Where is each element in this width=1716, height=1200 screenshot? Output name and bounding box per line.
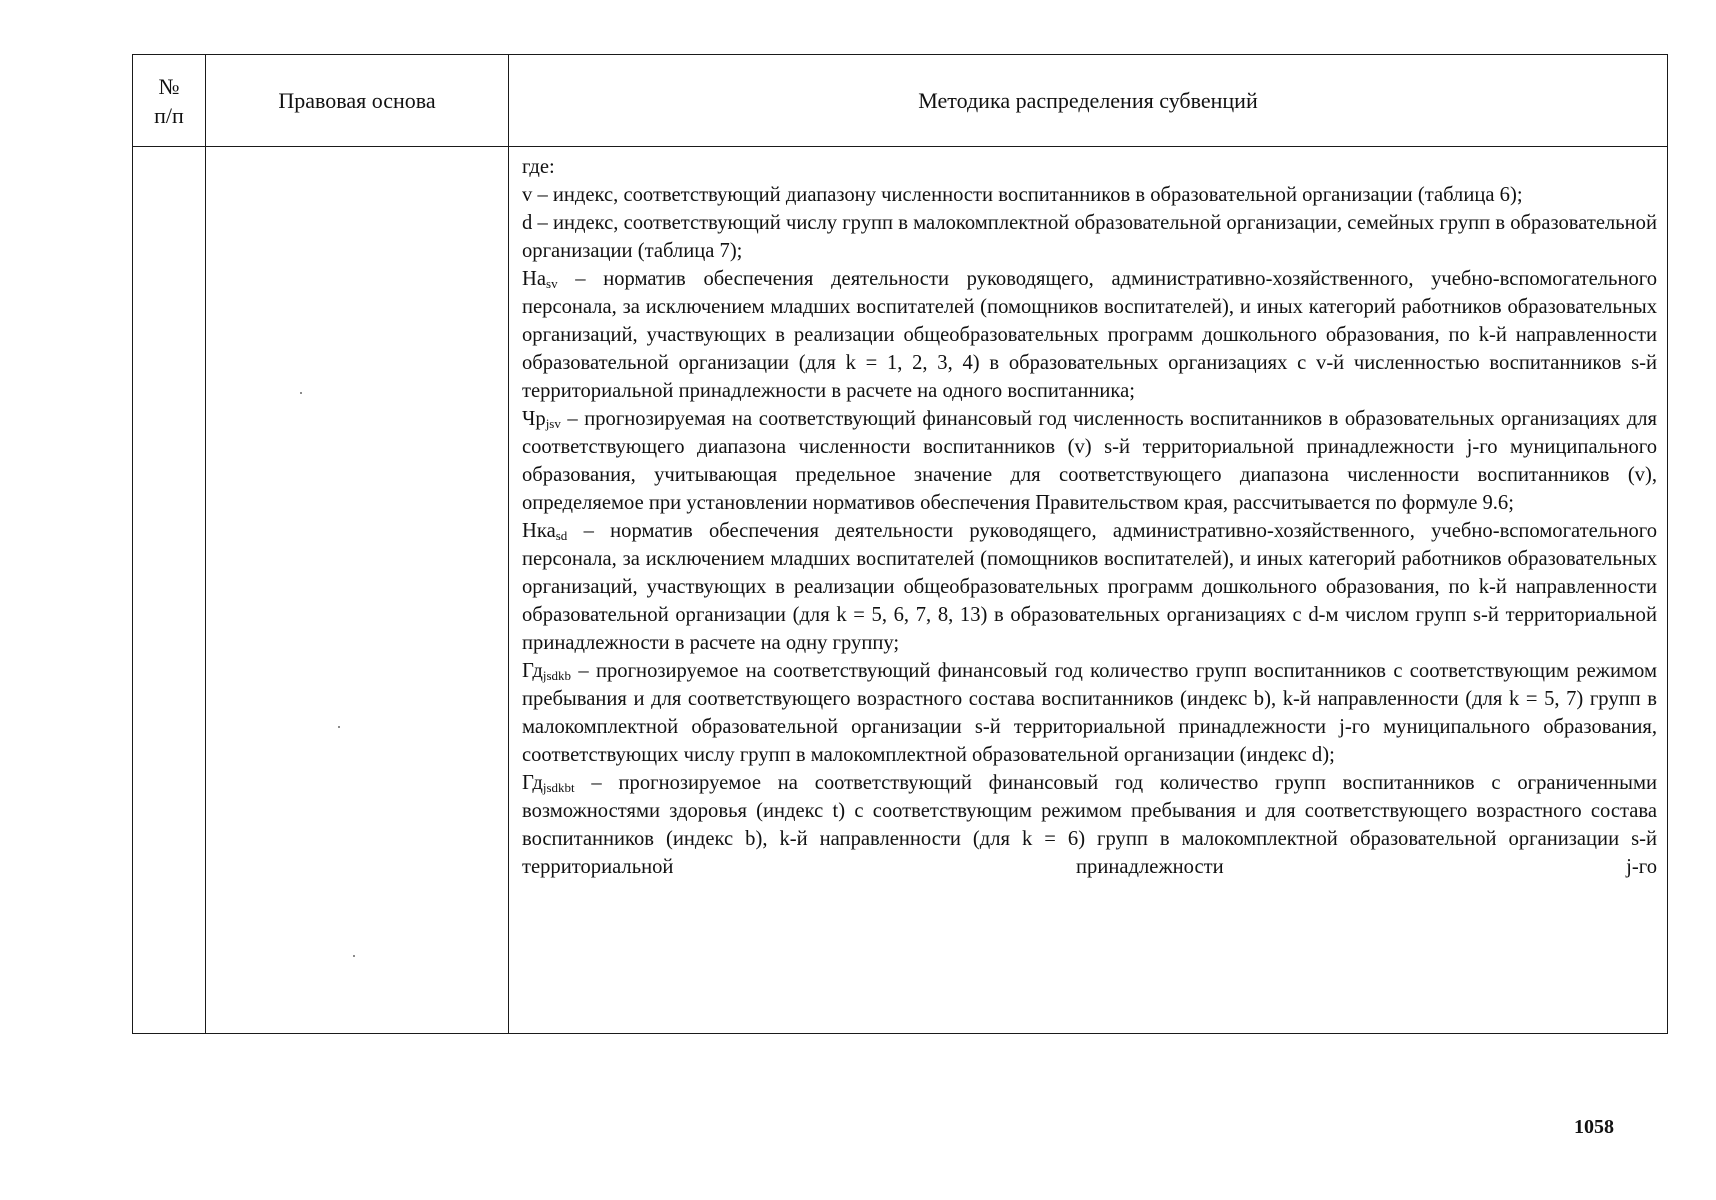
definition-subscript: sv [546,276,558,291]
header-method: Методика распределения субвенций [509,55,1668,147]
definition-symbol: d [522,212,533,234]
page-number: 1058 [1574,1116,1614,1138]
definition-subscript: sd [555,528,568,543]
header-legal-basis: Правовая основа [206,55,509,147]
header-number-symbol: № [158,73,180,99]
method-intro: где: [522,156,555,178]
definition-item [522,769,1657,881]
scan-speck [353,955,355,957]
definition-symbol: Нка [522,520,556,542]
definition-text: – индекс, соответствующий диапазону численности воспитанников в образовательной организации (таблица 6); [532,184,1523,206]
cell-legal-basis [206,147,509,1034]
definition-subscript: jsv [545,416,561,431]
table-row [133,147,1668,1034]
definition-symbol: Гд [522,772,543,794]
cell-method [509,147,1668,1034]
methodology-table [132,54,1668,1034]
definition-text: – прогнозируемая на соответствующий финансовый год численность воспитанников в образовательных организациях для соответствующего диапазона численности воспитанников (v) s-й территориальной принадлежности j-го муниципального образования, учитывающая предельное значение для соответствующего диапазона численности воспитанников (v), определяемое при установлении нормативов обеспечения Правительством края, рассчитывается по формуле 9.6; [522,408,1657,514]
definition-symbol: Чр [522,408,546,430]
definition-subscript: jsdkbt [542,780,575,795]
table-header-row [133,55,1668,147]
definition-text: – прогнозируемое на соответствующий финансовый год количество групп воспитанников с соответствующим режимом пребывания и для соответствующего возрастного состава воспитанников (индекс b), k-й направленности (для k = 5, 7) групп в малокомплектной образовательной организации s-й территориальной принадлежности j-го муниципального образования, соответствующих числу групп в малокомплектной образовательной организации (индекс d); [522,660,1657,766]
definition-subscript: jsdkb [542,668,572,683]
definition-item [522,657,1657,769]
methodology-table-wrapper [132,54,1668,1034]
definition-text: – норматив обеспечения деятельности руководящего, административно-хозяйственного, учебно-вспомогательного персонала, за исключением младших воспитателей (помощников воспитателей), и иных категорий работников образовательных организаций, участвующих в реализации общеобразовательных программ дошкольного образования, по k-й направленности образовательной организации (для k = 1, 2, 3, 4) в образовательных организациях с v-й численностью воспитанников s-й территориальной принадлежности в расчете на одного воспитанника; [522,268,1657,402]
scan-speck [338,726,340,728]
definition-item [522,209,1657,265]
method-text [509,149,1667,1031]
definition-symbol: На [522,268,547,290]
definition-item [522,517,1657,657]
definition-item [522,265,1657,405]
definition-symbol: v [522,184,533,206]
header-number [133,55,206,147]
definition-symbol: Гд [522,660,543,682]
definition-item [522,405,1657,517]
scan-speck [300,392,302,394]
definition-text: – норматив обеспечения деятельности руководящего, административно-хозяйственного, учебно-вспомогательного персонала, за исключением младших воспитателей (помощников воспитателей), и иных категорий работников образовательных организаций, участвующих в реализации общеобразовательных программ дошкольного образования, по k-й направленности образовательной организации (для k = 5, 6, 7, 8, 13) в образовательных организациях с d-м числом групп s-й территориальной принадлежности в расчете на одну группу; [522,520,1657,654]
definition-item [522,181,1657,209]
header-number-abbr: п/п [154,102,184,128]
definition-text: – индекс, соответствующий числу групп в малокомплектной образовательной организации, семейных групп в образовательной организации (таблица 7); [522,212,1657,262]
definition-text: – прогнозируемое на соответствующий финансовый год количество групп воспитанников с ограниченными возможностями здоровья (индекс t) с соответствующим режимом пребывания и для соответствующего возрастного состава воспитанников (индекс b), k-й направленности (для k = 6) групп в малокомплектной образовательной организации s-й территориальной принадлежности j-го [522,772,1657,878]
cell-number [133,147,206,1034]
